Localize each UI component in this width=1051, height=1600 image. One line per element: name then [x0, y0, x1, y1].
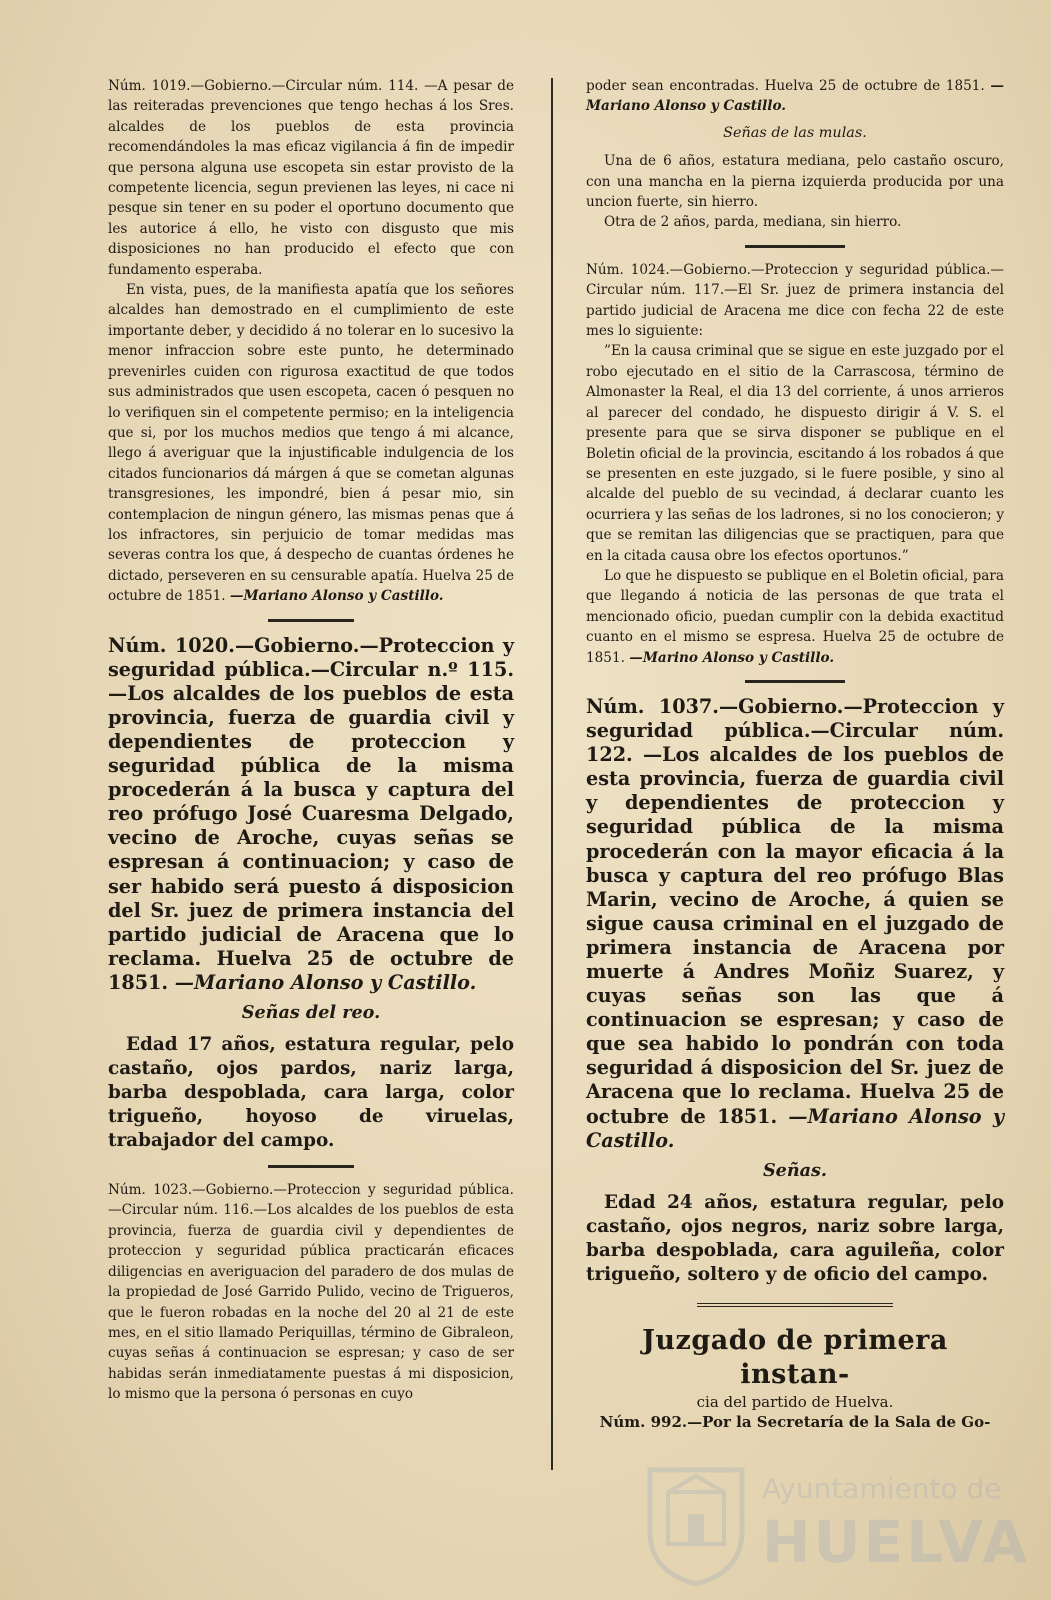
article-1037-subheading: Señas.: [762, 1159, 828, 1181]
article-1019-signature: —Mariano Alonso y Castillo.: [229, 588, 444, 605]
court-subtitle: cia del partido de Huelva.: [696, 1392, 894, 1411]
right-column: [586, 76, 1004, 1432]
article-1024-text-2: Lo que he dispuesto se publique en el Boletin oficial, para que llegando á noticia de las personas de que trata el mencionado oficio, puedan cumplir con la debida exactitud cuanto en el mismo se espresa. Huelva 25 de octubre de 1851. —Marino Alonso y Castillo.: [586, 567, 1004, 666]
article-1023-text: Núm. 1023.—Gobierno.—Proteccion y seguridad pública.—Circular núm. 116.—Los alcaldes de los pueblos de esta provincia, fuerza de guardia civil y dependientes de proteccion y seguridad pública practicarán eficaces diligencias en averiguacion del paradero de dos mulas de la propiedad de José Garrido Pulido, vecino de Trigueros, que le fueron robadas en la noche del 20 al 21 de este mes, en el sitio llamado Periquillas, término de Gibraleon, cuyas señas á continuacion se espresan; y caso de ser habidas serán inmediatamente puestas á mi disposicion, lo mismo que la persona ó personas en cuyo: [108, 1182, 514, 1403]
article-1024: [586, 260, 1004, 668]
article-1023: [108, 1180, 514, 1404]
article-1023-continued-text: poder sean encontradas. Huelva 25 de octubre de 1851. —Mariano Alonso y Castillo.: [586, 78, 1004, 115]
article-1024-text: Núm. 1024.—Gobierno.—Proteccion y seguridad pública.—Circular núm. 117.—El Sr. juez de primera instancia del partido judicial de Aracena me dice con fecha 22 de este mes lo siguiente:: [586, 261, 1004, 340]
left-column: [108, 76, 514, 1405]
article-1019-text-2: En vista, pues, de la manifiesta apatía que los señores alcaldes han demostrado en el cumplimiento de este importante deber, y decidido á no tolerar en lo sucesivo la menor infraccion sobre este punto, he determinado prevenirles cuiden con rigurosa exactitud de que todos sus administrados que usen escopeta, cacen ó pesquen no lo verifiquen sin el competente permiso; en la inteligencia que si, por los muchos medios que tengo á mi alcance, llego á averiguar que la injustificable indulgencia de los citados funcionarios dá márgen á que se cometan algunas transgresiones, les impondré, bien á pesar mio, sin contemplacion de ningun género, las mismas penas que á los infractores, sin perjuicio de tomar medidas mas severas contra los que, á despecho de cuantas órdenes he dictado, perseveren en su censurable apatía. Huelva 25 de octubre de 1851. —Mariano Alonso y Castillo.: [108, 282, 514, 605]
article-1020-text: Núm. 1020.—Gobierno.—Proteccion y seguridad pública.—Circular n.º 115. —Los alcaldes de los pueblos de esta provincia, fuerza de guardia civil y dependientes de proteccion y seguridad pública de la misma procederán á la busca y captura del reo prófugo José Cuaresma Delgado, vecino de Aroche, cuyas señas se espresan á continuacion; y caso de ser habido será puesto á disposicion del Sr. juez de primera instancia del partido judicial de Aracena que lo reclama. Huelva 25 de octubre de 1851. —Mariano Alonso y Castillo.: [108, 633, 514, 994]
separator-rule: [745, 680, 845, 683]
article-1023-subheading: Señas de las mulas.: [723, 124, 867, 141]
double-separator-rule: [697, 1303, 893, 1304]
article-1020-signature: —Mariano Alonso y Castillo.: [174, 970, 477, 994]
watermark-line-2: HUELVA: [762, 1508, 1031, 1576]
article-1024-quote: ”En la causa criminal que se sigue en este juzgado por el robo ejecutado en el sitio de la Carrascosa, término de Almonaster la Real, el dia 13 del corriente, á unos arrieros al parecer del condado, he dispuesto dirigir á V. S. el presente para que se sirva disponer se publique en el Boletin oficial de la provincia, escitando á los robados á que se presenten en este juzgado, si le fuere posible, y sino al alcalde del pueblo de su vecindad, á declarar cuanto les ocurriera y las señas de los ladrones, si no los conocieron; y que se remitan las diligencias que se practiquen, para que en la citada causa obre los efectos oportunos.”: [586, 343, 1004, 564]
article-1037-signature: —Mariano Alonso y Castillo.: [586, 1104, 1004, 1152]
article-1037-text: Núm. 1037.—Gobierno.—Proteccion y seguridad pública.—Circular núm. 122. —Los alcaldes de los pueblos de esta provincia, fuerza de guardia civil y dependientes de proteccion y seguridad pública de la misma procederán con la mayor eficacia á la busca y captura del reo prófugo Blas Marin, vecino de Aroche, á quien se sigue causa criminal en el juzgado de primera instancia de Aracena por muerte á Andres Moñiz Suarez, y cuyas señas son las que á continuacion se espresan; y caso de que sea habido lo pondrán con toda seguridad á disposicion del Sr. juez de Aracena que lo reclama. Huelva 25 de octubre de 1851. —Mariano Alonso y Castillo.: [586, 694, 1004, 1152]
separator-rule: [268, 1165, 354, 1168]
article-1037-description: Edad 24 años, estatura regular, pelo castaño, ojos negros, nariz sobre larga, barba despoblada, cara aguileña, color trigueño, soltero y de oficio del campo.: [586, 1191, 1004, 1285]
article-1020: [108, 634, 514, 1154]
separator-rule: [745, 245, 845, 248]
article-1020-description: Edad 17 años, estatura regular, pelo castaño, ojos pardos, nariz larga, barba despoblada, cara larga, color trigueño, hoyoso de viruelas, trabajador del campo.: [108, 1034, 514, 1152]
city-crest-icon: [640, 1462, 752, 1587]
article-1023-description-1: Una de 6 años, estatura mediana, pelo castaño oscuro, con una mancha en la pierna izquierda producida por una uncion fuerte, sin hierro.: [586, 153, 1004, 211]
watermark-line-1: Ayuntamiento de: [762, 1472, 1002, 1505]
court-section: [586, 1324, 1004, 1432]
article-1023-continued: [586, 76, 1004, 233]
separator-rule: [268, 619, 354, 622]
court-body: Núm. 992.—Por la Secretaría de la Sala de Go-: [599, 1412, 991, 1431]
ayuntamiento-watermark: [640, 1462, 1031, 1587]
article-1023-description-2: Otra de 2 años, parda, mediana, sin hierro.: [604, 214, 902, 231]
article-1023-signature: —Mariano Alonso y Castillo.: [586, 78, 1004, 115]
court-title: Juzgado de primera instan-: [642, 1324, 948, 1390]
article-1024-signature: —Marino Alonso y Castillo.: [629, 649, 835, 666]
article-1019: [108, 76, 514, 607]
article-1019-text: Núm. 1019.—Gobierno.—Circular núm. 114. —A pesar de las reiteradas prevenciones que tengo hechas á los Sres. alcaldes de los pueblos de esta provincia recomendándoles la mas eficaz vigilancia á fin de impedir que persona alguna use escopeta sin estar provisto de la competente licencia, segun previenen las leyes, ni cace ni pesque sin tener en su poder el oportuno documento que les autorice á ello, he visto con disgusto que mis disposiciones no han producido el efecto que con fundamento esperaba.: [108, 78, 514, 278]
article-1037: [586, 695, 1004, 1287]
column-divider: [551, 78, 553, 1470]
article-1020-subheading: Señas del reo.: [241, 1001, 381, 1023]
